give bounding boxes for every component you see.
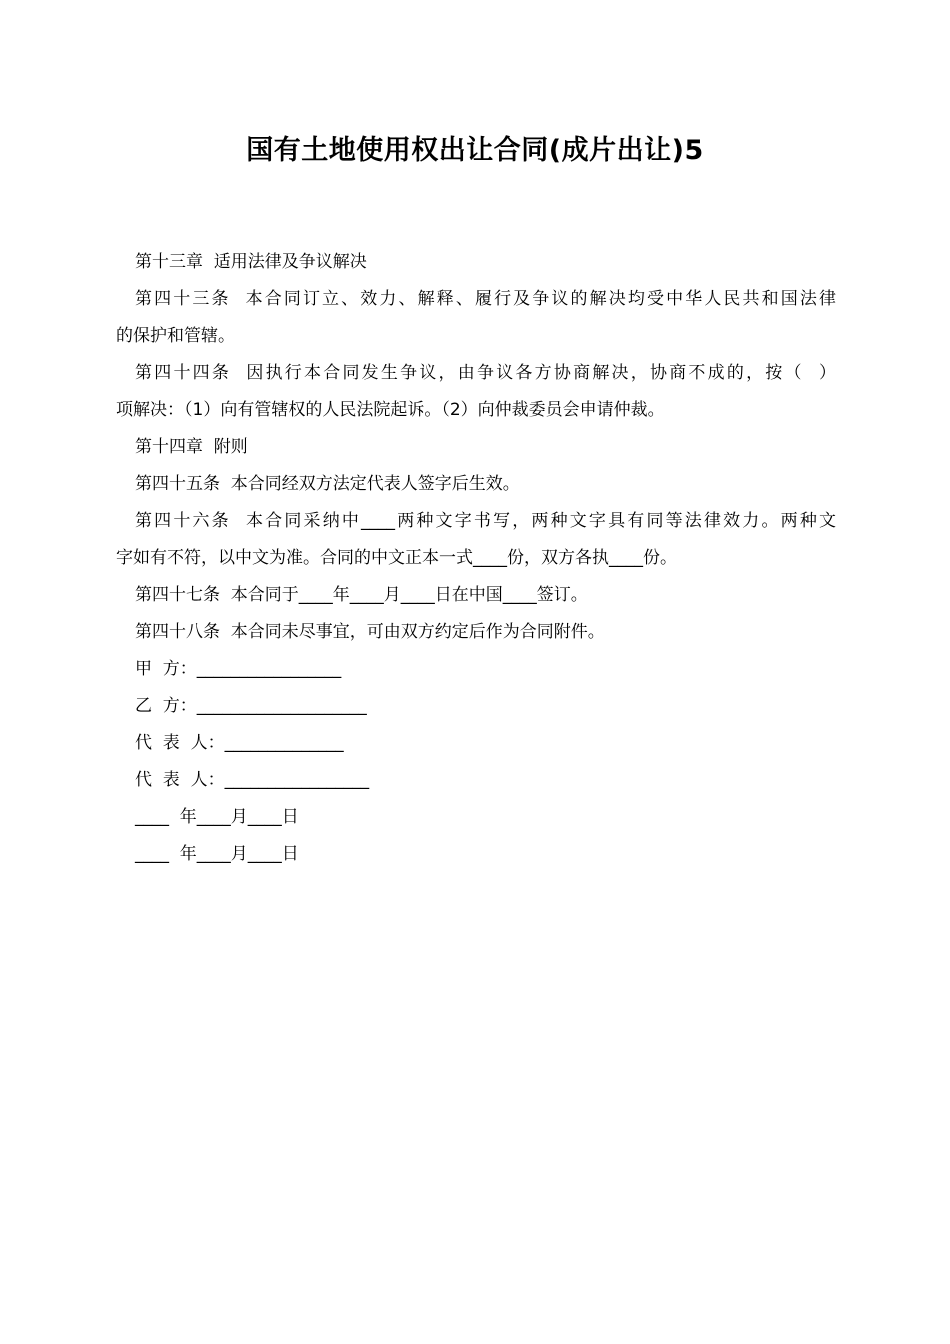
document-title: 国有土地使用权出让合同(成片出让)5: [246, 135, 704, 166]
chapter-14-heading: 第十四章 附则: [135, 437, 248, 457]
document-body: [116, 244, 836, 873]
article-45: 第四十五条 本合同经双方法定代表人签字后生效。: [135, 474, 520, 494]
article-48: 第四十八条 本合同未尽事宜，可由双方约定后作为合同附件。: [135, 622, 605, 642]
representative-a-signature-line: 代 表 人：______________: [135, 733, 344, 753]
article-43-line-2: 的保护和管辖。: [116, 326, 235, 346]
date-line-b: ____ 年____月____日: [135, 844, 299, 864]
article-44-line-2: 项解决：（1）向有管辖权的人民法院起诉。（2）向仲裁委员会申请仲裁。: [116, 400, 665, 420]
article-44-line-1: 第四十四条 因执行本合同发生争议，由争议各方协商解决，协商不成的，按（ ）: [135, 363, 836, 383]
article-47: 第四十七条 本合同于____年____月____日在中国____签订。: [135, 585, 588, 605]
representative-b-signature-line: 代 表 人：_________________: [135, 770, 370, 790]
chapter-13-heading: 第十三章 适用法律及争议解决: [135, 252, 367, 272]
article-43-line-1: 第四十三条 本合同订立、效力、解释、履行及争议的解决均受中华人民共和国法律: [135, 289, 836, 309]
date-line-a: ____ 年____月____日: [135, 807, 299, 827]
party-a-signature-line: 甲 方：_________________: [135, 659, 342, 679]
article-46-line-1: 第四十六条 本合同采纳中____两种文字书写，两种文字具有同等法律效力。两种文: [135, 511, 836, 531]
article-46-line-2: 字如有不符，以中文为准。合同的中文正本一式____份，双方各执____份。: [116, 548, 677, 568]
party-b-signature-line: 乙 方：____________________: [135, 696, 367, 716]
